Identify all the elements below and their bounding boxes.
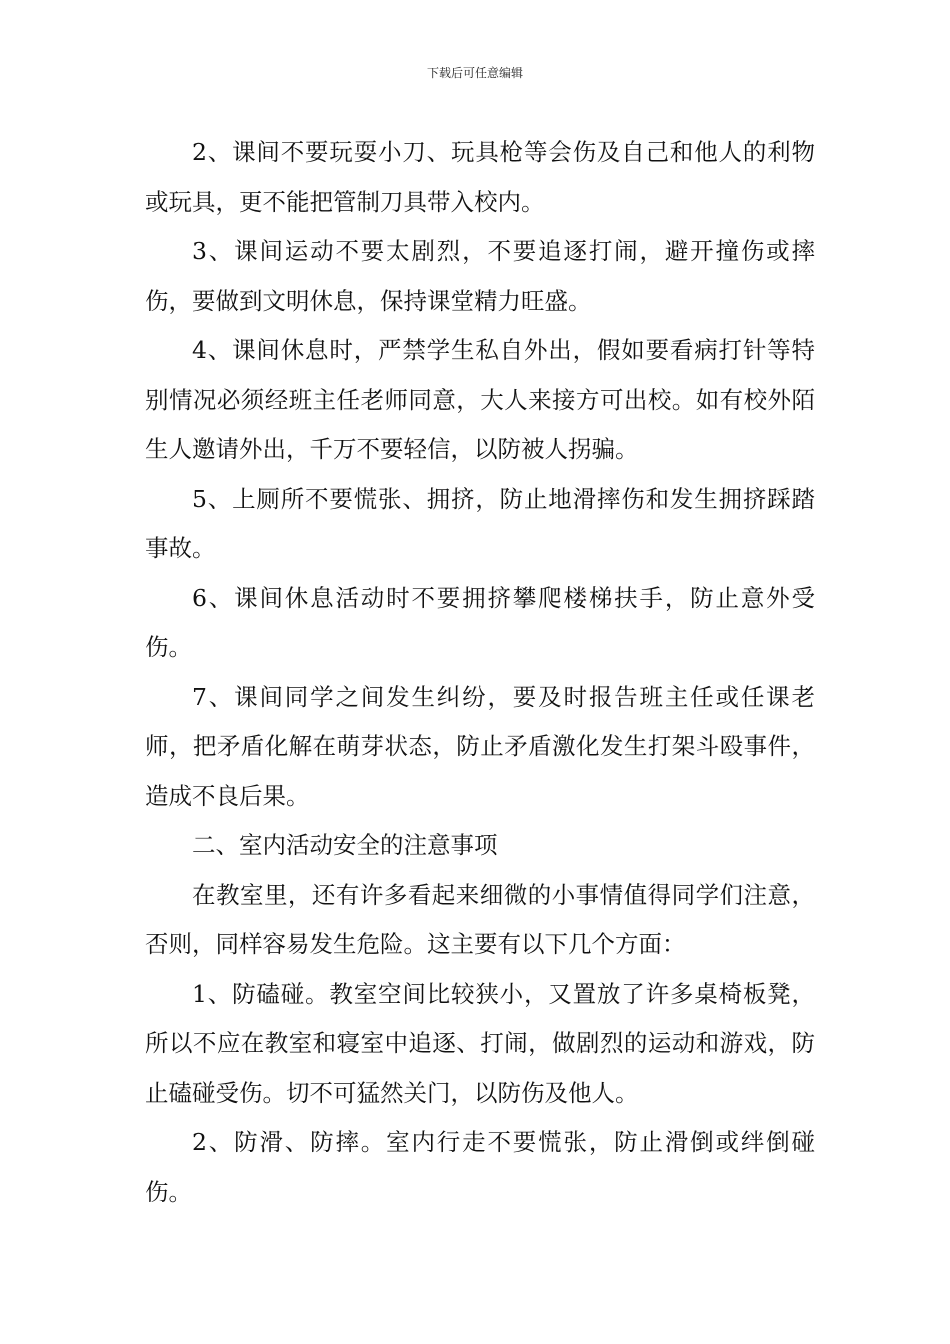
page-header: 下载后可任意编辑: [426, 66, 523, 80]
paragraph-item-6: 6、课间休息活动时不要拥挤攀爬楼梯扶手，防止意外受伤。: [145, 583, 815, 661]
paragraph-item-2: 2、课间不要玩耍小刀、玩具枪等会伤及自己和他人的利物或玩具，更不能把管制刀具带入校内。: [145, 138, 815, 216]
paragraph-item-4: 4、课间休息时，严禁学生私自外出，假如要看病打针等特别情况必须经班主任老师同意，大人来接方可出校。如有校外陌生人邀请外出，千万不要轻信，以防被人拐骗。: [145, 336, 815, 463]
paragraph-item-7: 7、课间同学之间发生纠纷，要及时报告班主任或任课老师，把矛盾化解在萌芽状态，防止矛盾激化发生打架斗殴事件，造成不良后果。: [145, 682, 815, 810]
paragraph-item-3: 3、课间运动不要太剧烈，不要追逐打闹，避开撞伤或摔伤，要做到文明休息，保持课堂精力旺盛。: [145, 237, 815, 315]
document-body: [145, 128, 815, 1217]
paragraph-item-5: 5、上厕所不要慌张、拥挤，防止地滑摔伤和发生拥挤踩踏事故。: [145, 484, 815, 562]
paragraph-point-1: 1、防磕碰。教室空间比较狭小，又置放了许多桌椅板凳，所以不应在教室和寝室中追逐、打闹，做剧烈的运动和游戏，防止磕碰受伤。切不可猛然关门，以防伤及他人。: [145, 979, 815, 1107]
section-heading: 二、室内活动安全的注意事项: [192, 831, 498, 859]
paragraph-point-2: 2、防滑、防摔。室内行走不要慌张，防止滑倒或绊倒碰伤。: [145, 1128, 815, 1206]
paragraph-intro: 在教室里，还有许多看起来细微的小事情值得同学们注意，否则，同样容易发生危险。这主要有以下几个方面：: [145, 880, 815, 958]
